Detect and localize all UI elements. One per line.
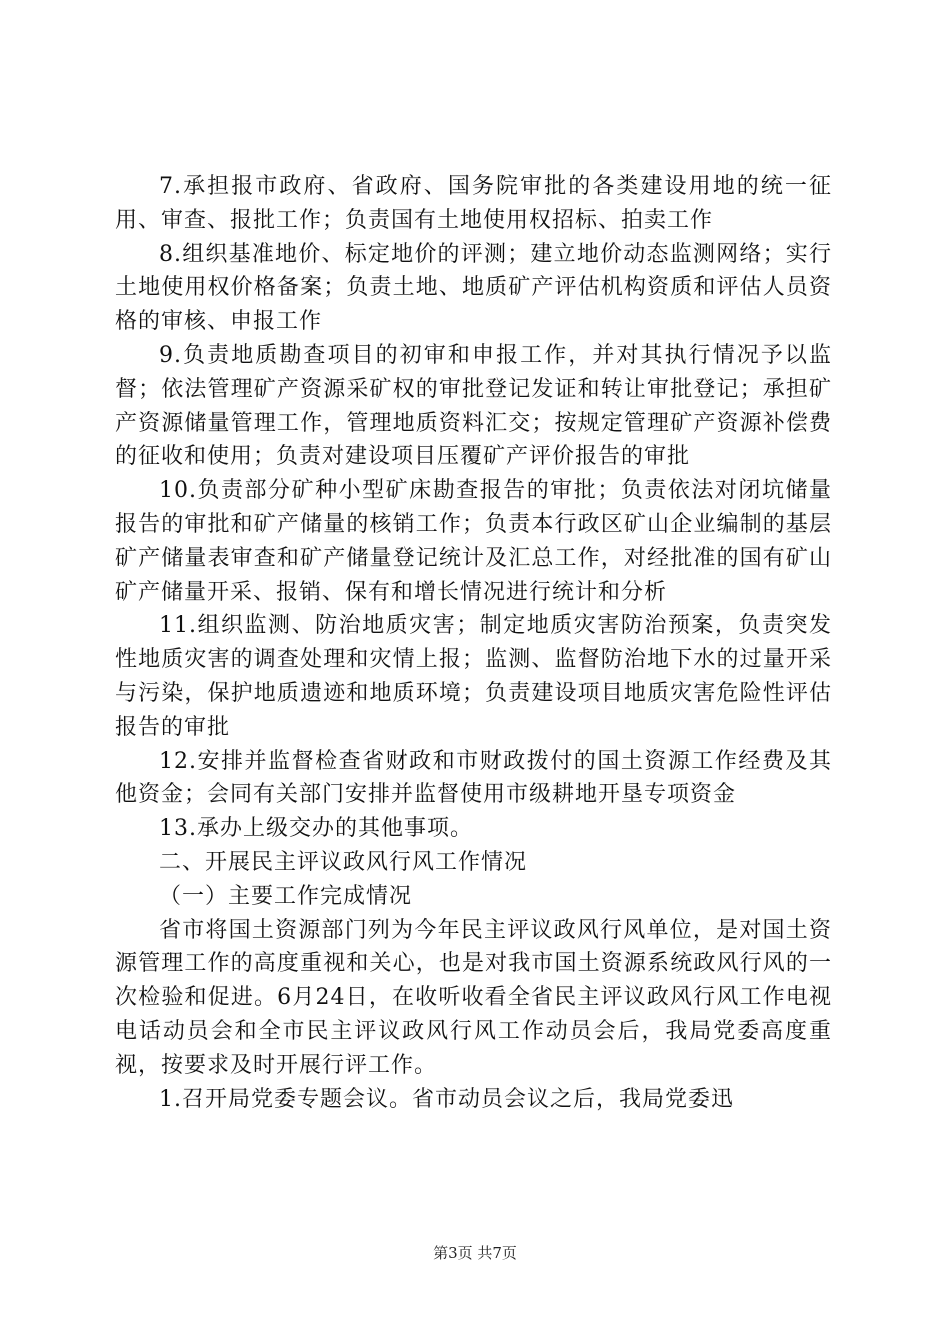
paragraph-item-10: 10.负责部分矿种小型矿床勘查报告的审批；负责依法对闭坑储量报告的审批和矿产储量的核销工作；负责本行政区矿山企业编制的基层矿产储量表审查和矿产储量登记统计及汇总工作，对经批准的国有矿山矿产储量开采、报销、保有和增长情况进行统计和分析 <box>115 478 832 605</box>
paragraph-item-11: 11.组织监测、防治地质灾害；制定地质灾害防治预案，负责突发性地质灾害的调查处理和灾情上报；监测、监督防治地下水的过量开采与污染，保护地质遗迹和地质环境；负责建设项目地质灾害危险性评估报告的审批 <box>115 613 832 740</box>
paragraph-item-9: 9.负责地质勘查项目的初审和申报工作，并对其执行情况予以监督；依法管理矿产资源采矿权的审批登记发证和转让审批登记；承担矿产资源储量管理工作，管理地质资料汇交；按规定管理矿产资源补偿费的征收和使用；负责对建设项目压覆矿产评价报告的审批 <box>115 342 832 470</box>
document-body <box>115 170 832 1116</box>
paragraph-item-8: 8.组织基准地价、标定地价的评测；建立地价动态监测网络；实行土地使用权价格备案；负责土地、地质矿产评估机构资质和评估人员资格的审核、申报工作 <box>115 241 832 335</box>
body-paragraph-item-1: 1.召开局党委专题会议。省市动员会议之后，我局党委迅 <box>159 1086 734 1112</box>
paragraph-item-13: 13.承办上级交办的其他事项。 <box>159 816 473 842</box>
subsection-heading: （一）主要工作完成情况 <box>159 883 413 909</box>
paragraph-item-7: 7.承担报市政府、省政府、国务院审批的各类建设用地的统一征用、审查、报批工作；负责国有土地使用权招标、拍卖工作 <box>115 174 832 233</box>
paragraph-item-12: 12.安排并监督检查省财政和市财政拨付的国土资源工作经费及其他资金；会同有关部门安排并监督使用市级耕地开垦专项资金 <box>115 748 832 808</box>
body-paragraph: 省市将国土资源部门列为今年民主评议政风行风单位，是对国土资源管理工作的高度重视和关心，也是对我市国土资源系统政风行风的一次检验和促进。6月24日，在收听收看全省民主评议政风行风工作电视电话动员会和全市民主评议政风行风工作动员会后，我局党委高度重视，按要求及时开展行评工作。 <box>115 917 832 1078</box>
page-number-footer: 第3页 共7页 <box>433 1244 517 1262</box>
section-heading: 二、开展民主评议政风行风工作情况 <box>159 849 528 875</box>
